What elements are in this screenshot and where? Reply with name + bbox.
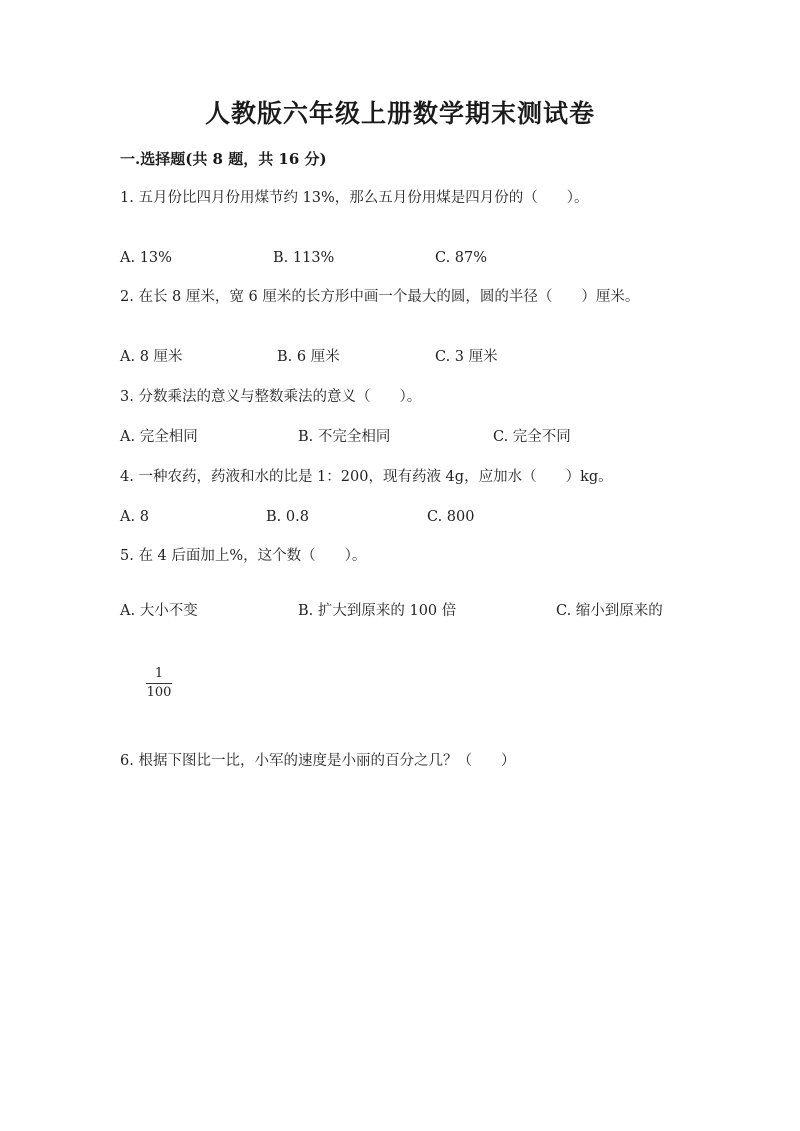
question-3: 3. 分数乘法的意义与整数乘法的意义（ ）。 <box>120 389 422 405</box>
question-3-option-b: B. 不完全相同 <box>298 429 391 445</box>
fraction-bar <box>146 683 172 684</box>
fraction-one-hundredth <box>146 666 172 701</box>
question-4-option-b: B. 0.8 <box>266 509 309 525</box>
question-4-option-c: C. 800 <box>427 509 475 525</box>
question-5-option-a: A. 大小不变 <box>120 603 198 619</box>
question-5-option-c: C. 缩小到原来的 <box>556 603 663 619</box>
question-4: 4. 一种农药，药液和水的比是 1：200，现有药液 4g，应加水（ ）kg。 <box>120 469 613 485</box>
fraction-numerator: 1 <box>154 666 164 681</box>
question-6: 6. 根据下图比一比，小军的速度是小丽的百分之几？（ ） <box>120 753 516 769</box>
question-2-option-b: B. 6 厘米 <box>277 349 340 365</box>
question-5: 5. 在 4 后面加上%，这个数（ ）。 <box>120 548 367 564</box>
question-4-option-a: A. 8 <box>120 509 149 525</box>
question-1-option-b: B. 113% <box>273 250 335 266</box>
question-1-option-a: A. 13% <box>120 250 172 266</box>
section-heading: 一.选择题(共 8 题，共 16 分) <box>120 150 327 168</box>
question-2-option-a: A. 8 厘米 <box>120 349 183 365</box>
question-1: 1. 五月份比四月份用煤节约 13%，那么五月份用煤是四月份的（ ）。 <box>120 190 589 206</box>
question-1-option-c: C. 87% <box>435 250 488 266</box>
question-3-option-a: A. 完全相同 <box>120 429 198 445</box>
fraction-denominator: 100 <box>146 685 172 700</box>
question-2: 2. 在长 8 厘米，宽 6 厘米的长方形中画一个最大的圆，圆的半径（ ）厘米。 <box>120 289 640 305</box>
question-5-option-b: B. 扩大到原来的 100 倍 <box>298 603 457 619</box>
page-title: 人教版六年级上册数学期末测试卷 <box>204 99 595 128</box>
question-2-option-c: C. 3 厘米 <box>435 349 498 365</box>
question-3-option-c: C. 完全不同 <box>493 429 571 445</box>
